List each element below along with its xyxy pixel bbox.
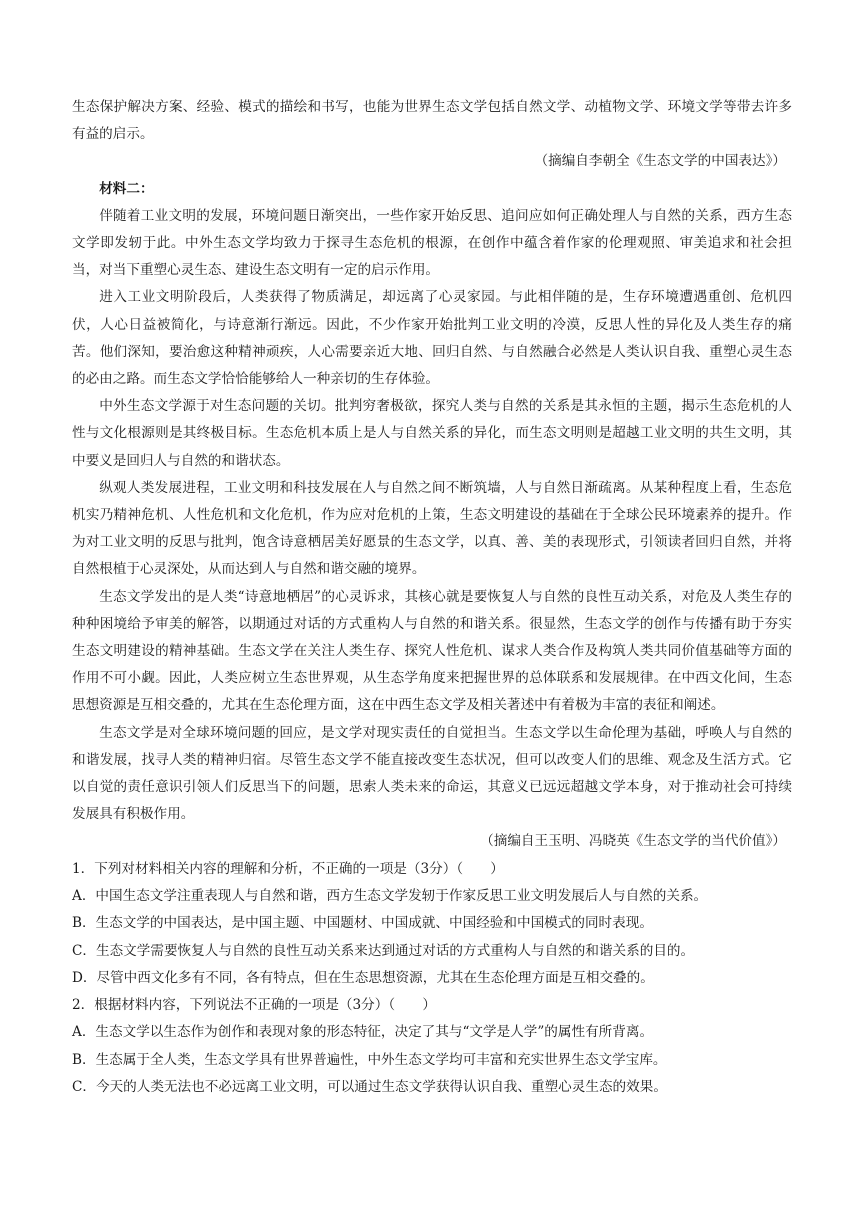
intro-text: 生态保护解决方案、经验、模式的描绘和书写，也能为世界生态文学包括自然文学、动植物文学、环境文学等带去许多有益的启示。 (72, 99, 792, 143)
question-2-option-b: B．生态属于全人类，生态文学具有世界普遍性，中外生态文学均可丰富和充实世界生态文学宝库。 (72, 1051, 667, 1068)
paragraph: 伴随着工业文明的发展，环境问题日渐突出，一些作家开始反思、追问应如何正确处理人与自然的关系，西方生态文学即发轫于此。中外生态文学均致力于探寻生态危机的根源，在创作中蕴含着作家的伦理观照、审美追求和社会担当，对当下重塑心灵生态、建设生态文明有一定的启示作用。 (72, 207, 792, 279)
paragraph: 中外生态文学源于对生态问题的关切。批判穷奢极欲，探究人类与自然的关系是其永恒的主题，揭示生态危机的人性与文化根源则是其终极目标。生态危机本质上是人与自然关系的异化，而生态文明则是超越工业文明的共生文明，其中要义是回归人与自然的和谐状态。 (72, 398, 792, 469)
question-2-stem: 2．根据材料内容，下列说法不正确的一项是（3分）（ ） (72, 997, 436, 1014)
paragraph: 生态文学是对全球环境问题的回应，是文学对现实责任的自觉担当。生态文学以生命伦理为基础，呼唤人与自然的和谐发展，找寻人类的精神归宿。尽管生态文学不能直接改变生态状况，但可以改变人们的思维、观念及生活方式。它以自觉的责任意识引领人们反思当下的问题，思索人类未来的命运，其意义已远远超越文学本身，对于推动社会可持续发展具有积极作用。 (72, 724, 792, 823)
question-1-option-a: A．中国生态文学注重表现人与自然和谐，西方生态文学发轫于作家反思工业文明发展后人与自然的关系。 (72, 887, 708, 904)
paragraph: 纵观人类发展进程，工业文明和科技发展在人与自然之间不断筑墙，人与自然日渐疏离。从某种程度上看，生态危机实乃精神危机、人性危机和文化危机，作为应对危机的上策，生态文明建设的基础在于全球公民环境素养的提升。作为对工业文明的反思与批判，饱含诗意栖居美好愿景的生态文学，以真、善、美的表现形式，引领读者回归自然，并将自然根植于心灵深处，从而达到人与自然和谐交融的境界。 (72, 479, 792, 578)
material-2-heading: 材料二： (99, 180, 154, 197)
paragraph: 生态文学发出的是人类“诗意地栖居”的心灵诉求，其核心就是要恢复人与自然的良性互动关系，对危及人类生存的种种困境给予审美的解答，以期通过对话的方式重构人与自然的和谐关系。很显然，生态文学的创作与传播有助于夯实生态文明建设的精神基础。生态文学在关注人类生存、探究人性危机、谋求人类合作及构筑人类共同价值基础等方面的作用不可小觑。因此，人类应树立生态世界观，从生态学角度来把握世界的总体联系和发展规律。在中西文化间，生态思想资源是互相交叠的，尤其在生态伦理方面，这在中西生态文学及相关著述中有着极为丰富的表征和阐述。 (72, 588, 792, 714)
question-2-option-c: C．今天的人类无法也不必远离工业文明，可以通过生态文学获得认识自我、重塑心灵生态的效果。 (72, 1079, 667, 1096)
question-1-option-d: D．尽管中西文化多有不同，各有特点，但在生态思想资源，尤其在生态伦理方面是互相交叠的。 (72, 969, 654, 986)
question-1-option-c: C．生态文学需要恢复人与自然的良性互动关系来达到通过对话的方式重构人与自然的和谐关系的目的。 (72, 942, 695, 959)
question-2-option-a: A．生态文学以生态作为创作和表现对象的形态特征，决定了其与“文学是人学”的属性有所背离。 (72, 1024, 654, 1041)
paragraph: 进入工业文明阶段后，人类获得了物质满足，却远离了心灵家园。与此相伴随的是，生存环境遭遇重创、危机四伏，人心日益被简化，与诗意渐行渐远。因此，不少作家开始批判工业文明的冷漠，反思人性的异化及人类生存的痛苦。他们深知，要治愈这种精神顽疾，人心需要亲近大地、回归自然、与自然融合必然是人类认识自我、重塑心灵生态的必由之路。而生态文学恰恰能够给人一种亲切的生存体验。 (72, 289, 792, 388)
source-citation-1: （摘编自李朝全《生态文学的中国表达》） (534, 153, 786, 170)
source-citation-2: （摘编自王玉明、冯晓英《生态文学的当代价值》） (480, 833, 786, 850)
document-page (72, 94, 792, 1101)
question-1-stem: 1．下列对材料相关内容的理解和分析，不正确的一项是（3分）（ ） (72, 860, 504, 877)
question-1-option-b: B．生态文学的中国表达，是中国主题、中国题材、中国成就、中国经验和中国模式的同时表现。 (72, 915, 653, 932)
